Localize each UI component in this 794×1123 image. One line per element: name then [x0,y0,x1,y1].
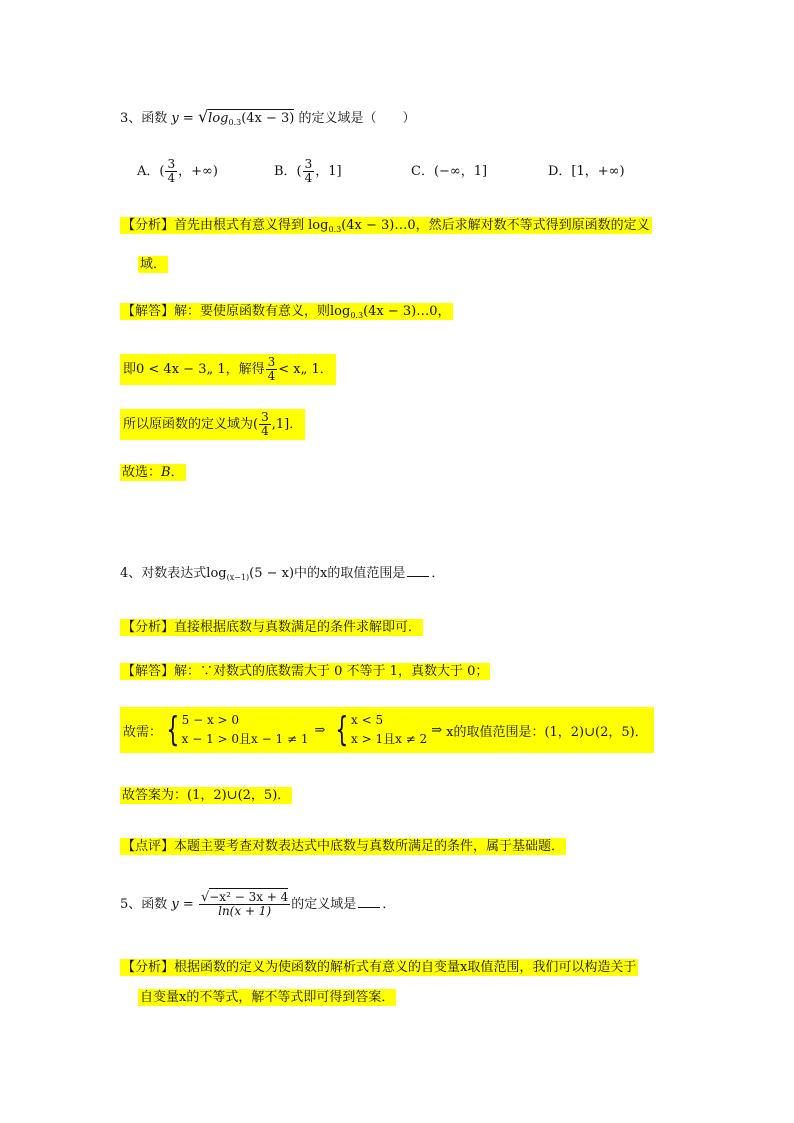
q4-number: 4、 [120,566,142,581]
analysis-tag: 【分析】 [122,960,175,975]
q3-option-d: D．[1，+∞) [548,164,625,179]
inequality-system-1: { 5 − x > 0 x − 1 > 0且x − 1 ≠ 1 [166,710,309,750]
q4-conditions: 故需： { 5 − x > 0 x − 1 > 0且x − 1 ≠ 1 ⇒ { x < 5 x > 1且x ≠ 2 ⇒ x的取值范围是：(1，2)∪(2，5)． [120,707,654,753]
q5-analysis: 【分析】根据函数的定义为使函数的解析式有意义的自变量x取值范围，我们可以构造关于 [122,960,637,975]
q3-options [137,158,685,185]
q4-analysis: 【分析】直接根据底数与真数满足的条件求解即可． [122,620,422,635]
q4-comment: 【点评】本题主要考查对数表达式中底数与真数所满足的条件，属于基础题． [122,839,565,854]
analysis-tag: 【分析】 [122,218,175,233]
q4-answer: 故答案为：(1，2)∪(2，5)． [122,788,291,803]
q3-stem: 3、函数 $y = √\log_{0.3}(4x - 3)$ 的定义域是（ ） [120,107,416,127]
q5-stem: 5、函数 y = $\frac{\text{√−x² − 3x + 4}}{\ln(x + 1)}$ 的定义域是 ． [120,890,396,918]
q4-solution: 【解答】解：∵对数式的底数需大于 0 不等于 1，真数大于 0； [122,664,489,679]
q3-analysis-cont: 域． [140,257,167,272]
q5-fraction: $\frac{\text{√−x² − 3x + 4}}{\ln(x + 1)}$ [200,890,289,918]
q3-number: 3、 [120,111,142,126]
solution-tag: 【解答】 [122,664,175,679]
q5-analysis-cont: 自变量x的不等式，解不等式即可得到答案． [140,990,395,1005]
q3-option-c: C．(−∞，1] [411,164,488,179]
q3-choice: 故选：B． [122,465,184,480]
q4-stem: 4、对数表达式$\log_{(x-1)}(5 - x)$中的x的取值范围是 ． [120,566,445,582]
q3-sqrt-expression: $\log_{0.3}(4x - 3)$ [208,111,295,127]
q3-solution-step-3: 所以原函数的定义域为( $\frac{3}{4}$ ,1]． [120,409,305,440]
q3-analysis: 【分析】首先由根式有意义得到 $\log_{0.3}(4x$ − 3)…0，然后求解对数不等式得到原函数的定义 [122,218,650,234]
answer-blank [358,907,380,908]
q5-number: 5、 [120,897,142,912]
answer-blank [407,576,429,577]
solution-tag: 【解答】 [122,304,175,319]
q3-option-b: B．( $\frac{3}{4}$ ，1] [274,157,342,185]
analysis-tag: 【分析】 [122,620,175,635]
q3-option-a: A．( $\frac{3}{4}$ ，+∞) [137,157,218,185]
q3-solution-step-2: 即0 < 4x − 3„ 1，解得 $\frac{3}{4}$ < x„ 1． [120,354,336,385]
q3-solution: 【解答】解：要使原函数有意义，则$\log_{0.3}(4x$ − 3)…0， [122,304,451,320]
comment-tag: 【点评】 [122,839,175,854]
inequality-system-2: { x < 5 x > 1且x ≠ 2 [335,710,428,750]
